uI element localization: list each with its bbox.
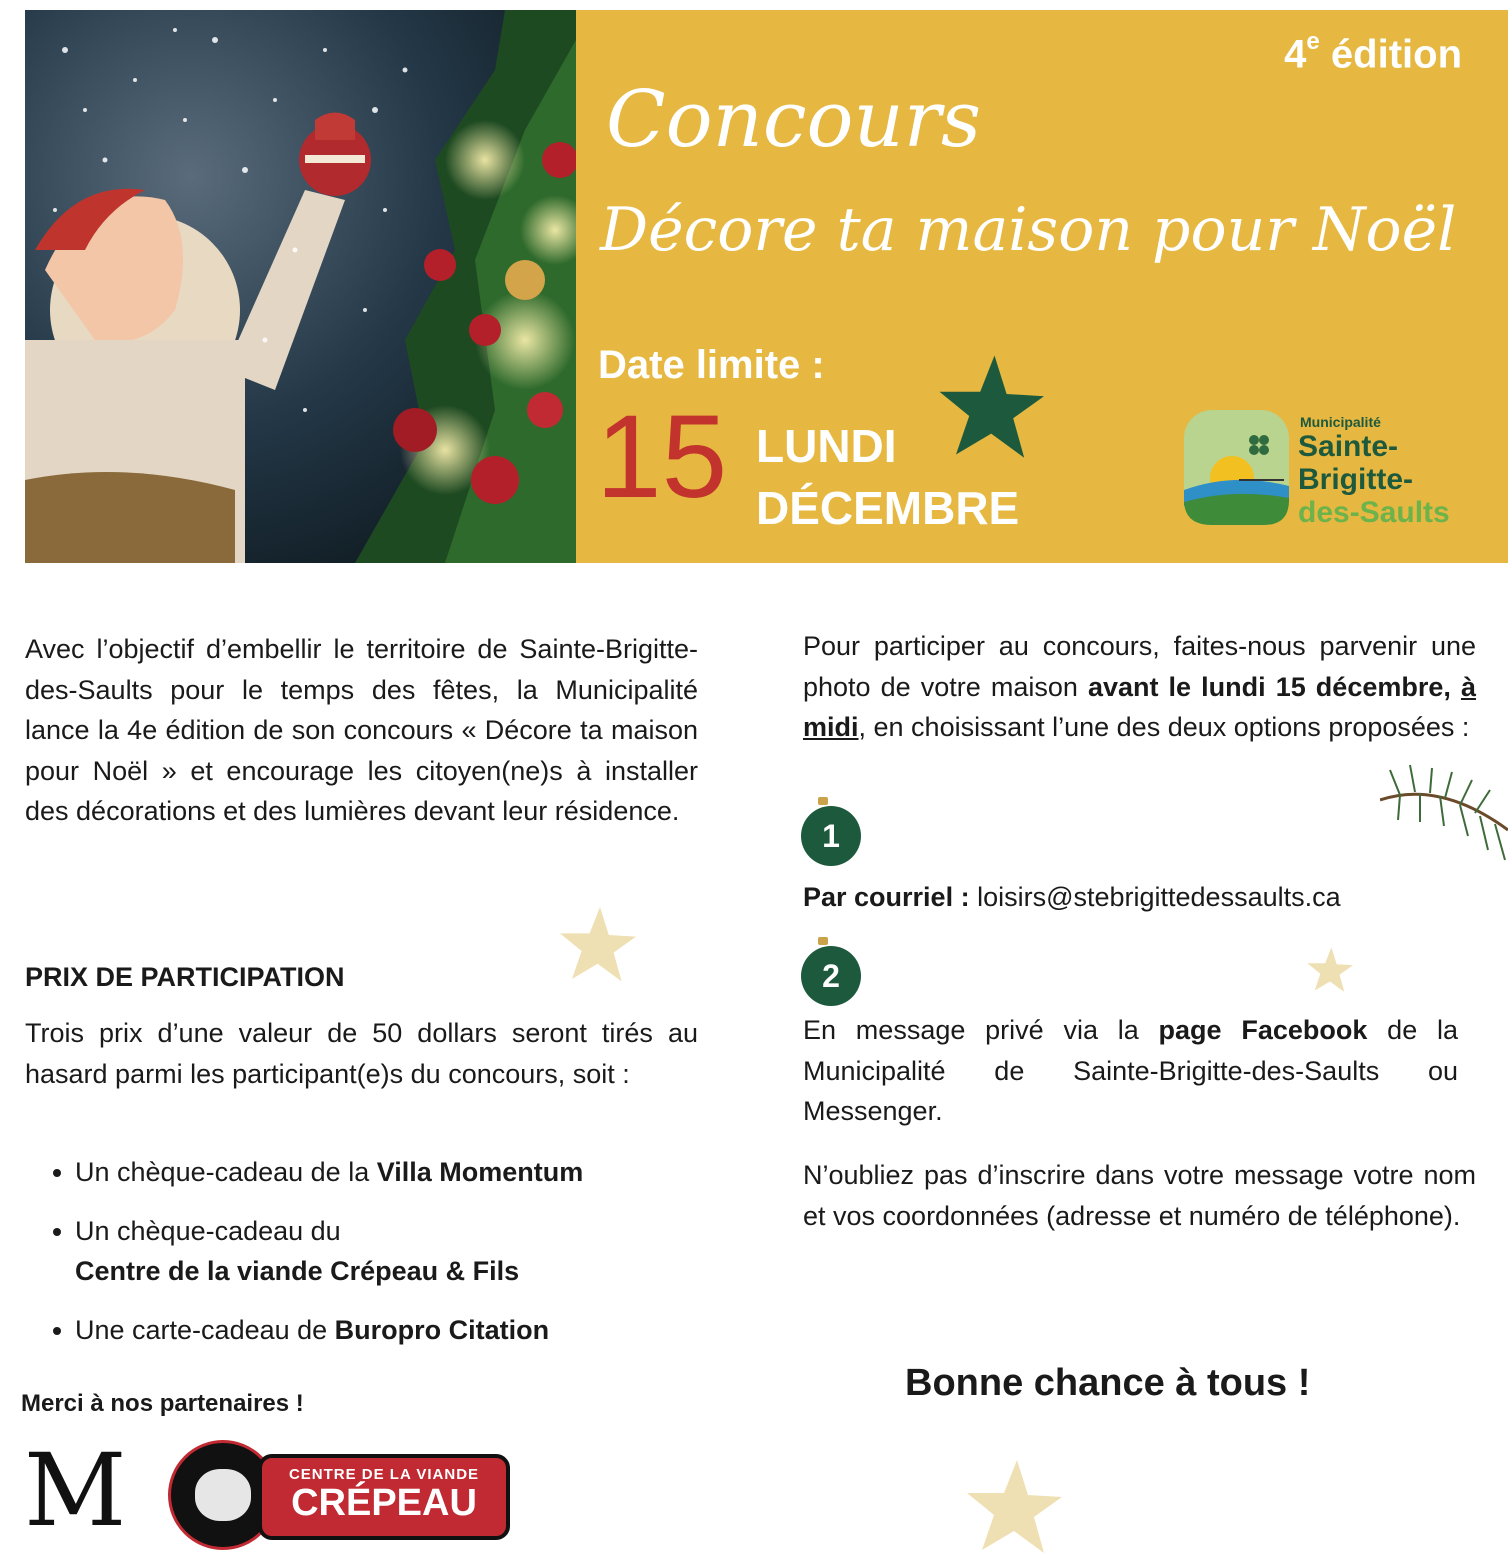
title-banner [576,10,1508,563]
villa-momentum-logo: M [24,1432,127,1549]
email-option: Par courriel : loisirs@stebrigittedessaults.ca [803,882,1341,912]
logo-name: Sainte- Brigitte- des-Saults [1298,430,1450,529]
star-icon [556,903,636,983]
participate-paragraph: Pour participer au concours, faites-nous parvenir une photo de votre maison avant le lundi 15 décembre, à midi, en choisissant l’une des deux options proposées : [803,631,1476,742]
prizes-list [25,1152,715,1350]
logo-caption: Municipalité [1300,414,1381,430]
star-icon [934,350,1044,460]
closing-message: Bonne chance à tous ! [905,1362,1311,1404]
partners-label: Merci à nos partenaires ! [21,1390,304,1417]
contest-title: Concours [606,75,982,165]
crepeau-logo: CENTRE DE LA VIANDE CRÉPEAU [168,1440,508,1550]
municipality-logo [1184,408,1474,538]
landscape-logo-icon [1184,410,1294,530]
facebook-option: En message privé via la page Facebook de la Municipalité de Sainte-Brigitte-des-Saults ou Messenger. [803,1015,1458,1126]
reminder-text: N’oubliez pas d’inscrire dans votre message votre nom et vos coordonnées (adresse et numéro de téléphone). [803,1160,1476,1231]
list-item: Une carte-cadeau de Buropro Citation [25,1310,715,1351]
deadline-label: Date limite : [598,343,825,387]
deadline-day: 15 [596,391,728,523]
option-2-badge: 2 [801,946,861,1006]
edition-label: 4e édition [1284,28,1462,77]
prizes-heading: PRIX DE PARTICIPATION [25,962,345,992]
list-item: Un chèque-cadeau du Centre de la viande Crépeau & Fils [25,1211,715,1292]
contest-subtitle: Décore ta maison pour Noël [600,195,1457,265]
list-item: Un chèque-cadeau de la Villa Momentum [25,1152,715,1193]
hero-photo [25,10,576,563]
deadline-weekday: LUNDI [756,420,897,472]
prizes-text: Trois prix d’une valeur de 50 dollars seront tirés au hasard parmi les participant(e)s du concours, soit : [25,1018,698,1089]
christmas-girl-photo [25,10,576,563]
deadline-month: DÉCEMBRE [756,482,1020,534]
intro-paragraph: Avec l’objectif d’embellir le territoire de Sainte-Brigitte-des-Saults pour le temps des fêtes, la Municipalité lance la 4e édition de son concours « Décore ta maison pour Noël » et encourage les citoyen(ne)s à installer des décorations et des lumières devant leur résidence. [25,634,698,826]
pine-branch-icon [1380,760,1508,890]
star-icon [1305,945,1353,993]
star-icon [962,1455,1062,1555]
option-1-badge: 1 [801,806,861,866]
